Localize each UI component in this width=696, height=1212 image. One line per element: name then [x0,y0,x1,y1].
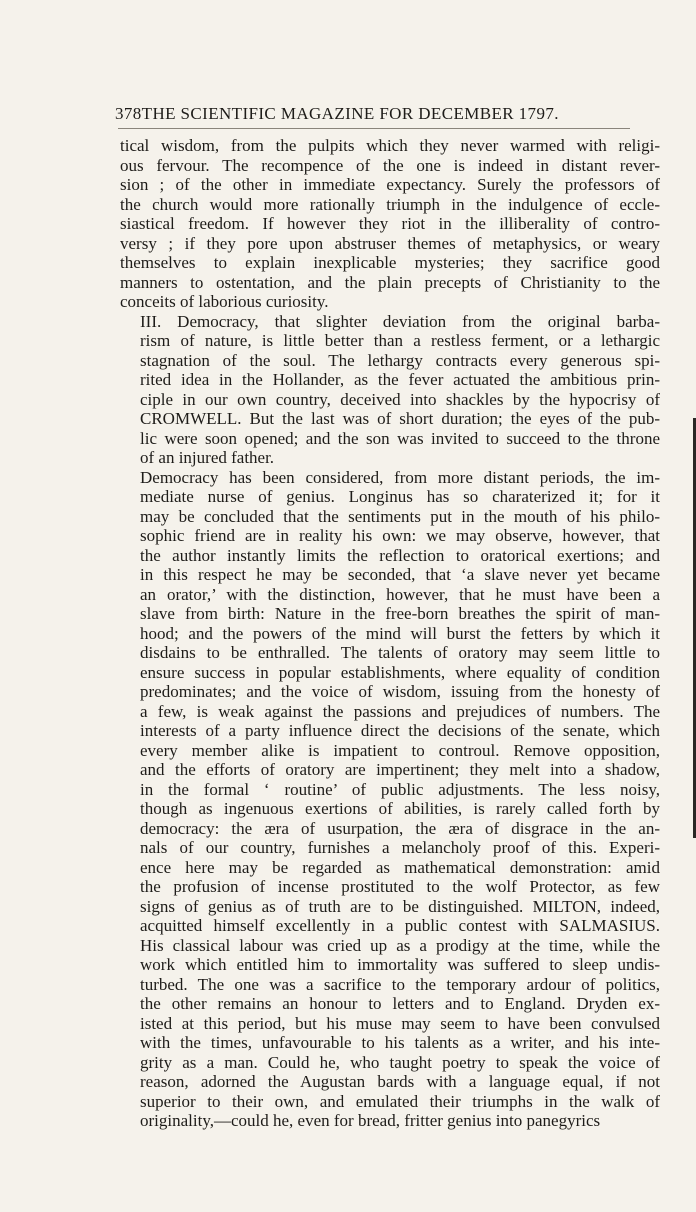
paragraph [120,468,660,1131]
text-line: sophic friend are in reality his own: we may observe, however, that [140,526,660,545]
text-line: though as ingenuous exertions of abilities, is rarely called forth by [140,799,660,818]
text-line: the profusion of incense prostituted to the wolf Protector, as few [140,877,660,896]
text-line: in the formal ‘ routine’ of public adjustments. The less noisy, [140,779,660,799]
text-line: reason, adorned the Augustan bards with a language equal, if not [140,1072,660,1091]
page-number: 378 [115,104,142,123]
text-line: may be concluded that the sentiments put in the mouth of his philo- [140,506,660,526]
text-line: nals of our country, furnishes a melancholy proof of this. Experi- [140,838,660,857]
text-line: acquitted himself excellently in a public contest with SALMASIUS. [140,916,660,935]
text-line: turbed. The one was a sacrifice to the temporary ardour of politics, [140,974,660,994]
text-line: rited idea in the Hollander, as the fever actuated the ambitious prin- [140,370,660,389]
text-line: an orator,’ with the distinction, however, that he must have been a [140,584,660,604]
text-line: grity as a man. Could he, who taught poetry to speak the voice of [140,1052,660,1072]
text-line: superior to their own, and emulated their triumphs in the walk of [140,1091,660,1111]
text-line: versy ; if they pore upon abstruser themes of metaphysics, or weary [120,233,660,253]
text-line: democracy: the æra of usurpation, the æra of disgrace in the an- [140,818,660,838]
text-line: of an injured father. [140,448,275,467]
text-line: with the times, unfavourable to his talents as a writer, and his inte- [140,1033,660,1052]
text-line: the church would more rationally triumph in the indulgence of eccle- [120,194,660,214]
text-line: ensure success in popular establishments, where equality of condition [140,662,660,682]
body-text [120,136,660,1131]
text-line: III. Democracy, that slighter deviation from the original barba- [140,311,660,331]
text-line: the author instantly limits the reflection to oratorical exertions; and [140,545,660,565]
text-line: tical wisdom, from the pulpits which they never warmed with religi- [120,136,660,155]
text-line: disdains to be enthralled. The talents of oratory may seem little to [140,643,660,662]
text-line: every member alike is impatient to controul. Remove opposition, [140,740,660,760]
text-line: conceits of laborious curiosity. [120,292,329,311]
text-line: originality,—could he, even for bread, fritter genius into panegyrics [140,1111,601,1130]
text-line: isted at this period, but his muse may seem to have been convulsed [140,1013,660,1033]
text-line: rism of nature, is little better than a restless ferment, or a lethargic [140,331,660,350]
text-line: ence here may be regarded as mathematical demonstration: amid [140,857,660,877]
text-line: and the efforts of oratory are impertinent; they melt into a shadow, [140,760,660,779]
text-line: ciple in our own country, deceived into shackles by the hypocrisy of [140,389,660,409]
running-head [115,104,635,128]
paragraph [120,136,660,312]
text-line: lic were soon opened; and the son was invited to succeed to the throne [140,428,660,448]
text-line: mediate nurse of genius. Longinus has so charaterized it; for it [140,487,660,506]
text-line: slave from birth: Nature in the free-born breathes the spirit of man- [140,604,660,623]
text-line: sion ; of the other in immediate expectancy. Surely the professors of [120,175,660,194]
text-line: interests of a party influence direct the decisions of the senate, which [140,721,660,740]
text-line: Democracy has been considered, from more distant periods, the im- [140,467,660,487]
text-line: hood; and the powers of the mind will burst the fetters by which it [140,623,660,643]
text-line: siastical freedom. If however they riot in the illiberality of contro- [120,214,660,233]
text-line: in this respect he may be seconded, that ‘a slave never yet became [140,565,660,584]
text-line: work which entitled him to immortality was suffered to sleep undis- [140,955,660,974]
header-rule [118,128,630,129]
text-line: ous fervour. The recompence of the one is indeed in distant rever- [120,155,660,175]
text-line: signs of genius as of truth are to be distinguished. MILTON, indeed, [140,896,660,916]
text-line: predominates; and the voice of wisdom, issuing from the honesty of [140,682,660,701]
text-line: His classical labour was cried up as a prodigy at the time, while the [140,935,660,955]
paragraph [120,312,660,468]
text-line: manners to ostentation, and the plain precepts of Christianity to the [120,272,660,292]
text-line: a few, is weak against the passions and prejudices of numbers. The [140,701,660,721]
text-line: stagnation of the soul. The lethargy contracts every generous spi- [140,350,660,370]
text-line: the other remains an honour to letters and to England. Dryden ex- [140,994,660,1013]
running-title: THE SCIENTIFIC MAGAZINE FOR DECEMBER 1797. [141,104,559,123]
text-line: CROMWELL. But the last was of short duration; the eyes of the pub- [140,409,660,428]
text-line: themselves to explain inexplicable mysteries; they sacrifice good [120,253,660,272]
